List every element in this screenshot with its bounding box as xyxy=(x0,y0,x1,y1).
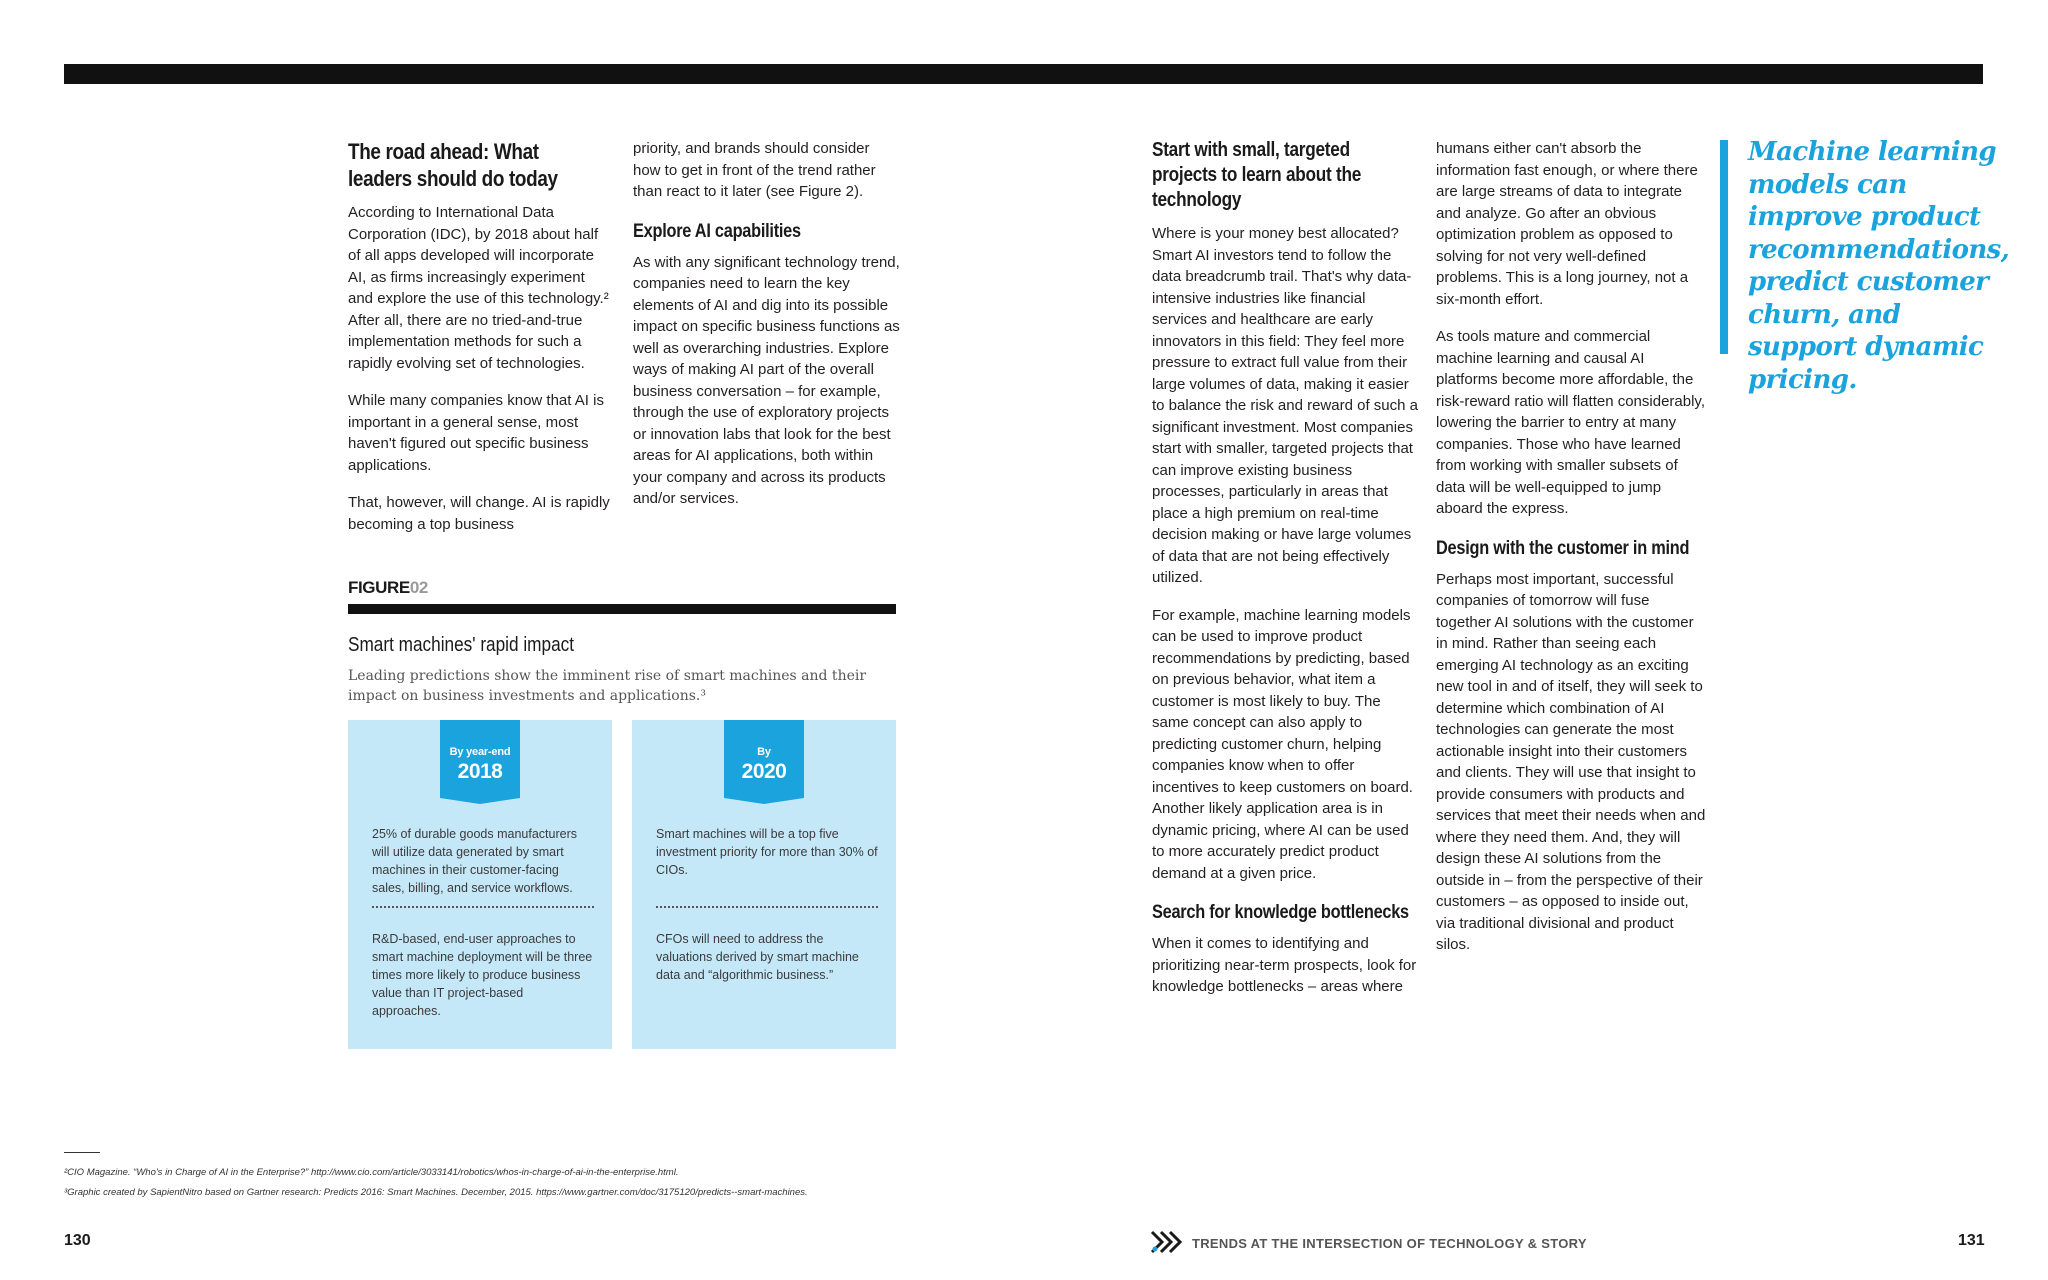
footnote: ³Graphic created by SapientNitro based on Gartner research: Predicts 2016: Smart Machines. December, 2015. https://www.gartner.com/doc/3175120/predicts--smart-machines. xyxy=(64,1187,808,1198)
section-heading-design-customer: Design with the customer in mind xyxy=(1436,537,1690,559)
tab-label: By xyxy=(757,746,771,758)
section-heading-knowledge-bottlenecks: Search for knowledge bottlenecks xyxy=(1152,902,1409,923)
dotted-divider xyxy=(372,906,594,909)
paragraph: humans either can't absorb the information fast enough, or where there are large streams of data to integrate and analyze. Go after an obvious optimization problem as opposed to solving for not very well-defined problems. This is a long journey, not a six-month effort. xyxy=(1436,140,1698,308)
top-rule xyxy=(64,64,1983,84)
column-4 xyxy=(1436,138,1706,972)
paragraph: Perhaps most important, successful companies of tomorrow will fuse together AI solutions with the customer in mind. Rather than seeing each emerging AI technology as an exciting new tool in and of itself, they will seek to determine which combination of AI technologies can generate the most actionable insight into their customers and clients. They will use that insight to provide consumers with products and services that meet their needs when and where they need them. And, they will design these AI solutions from the outside in – from the perspective of their customers – as opposed to inside out, via traditional divisional and product silos. xyxy=(1436,570,1706,953)
footnote-rule xyxy=(64,1152,100,1153)
figure-rule xyxy=(348,604,896,614)
figure-label: FIGURE02 xyxy=(348,578,428,597)
paragraph: Where is your money best allocated? Smart AI investors tend to follow the data breadcrumb trail. That's why data-intensive industries like financial services and healthcare are early innovators in this field: They feel more pressure to extract full value from their large volumes of data, making it easier to balance the risk and reward of such a significant investment. Most companies start with smaller, targeted projects that can improve existing business processes, particularly in areas that place a high premium on real-time decision making or have large volumes of data that are not being effectively utilized. xyxy=(1152,225,1418,586)
footnote: ²CIO Magazine. “Who's in Charge of AI in the Enterprise?” http://www.cio.com/article/3033141/robotics/whos-in-charge-of-ai-in-the-enterprise.html. xyxy=(64,1167,679,1178)
pull-quote xyxy=(1720,137,2010,395)
tab-year: 2020 xyxy=(741,760,787,783)
prediction-panel-2020 xyxy=(632,720,896,1049)
paragraph: For example, machine learning models can be used to improve product recommendations by predicting, based on previous behavior, what item a customer is most likely to buy. The same concept can also apply to predicting customer churn, helping companies know when to offer incentives to keep customers on board. Another likely application area is in dynamic pricing, where AI can be used to more accurately predict product demand at a given price. xyxy=(1152,606,1413,882)
dotted-divider xyxy=(656,906,878,909)
figure-title: Smart machines' rapid impact xyxy=(348,634,575,656)
paragraph: When it comes to identifying and prioritizing near-term prospects, look for knowledge bottlenecks – areas where xyxy=(1152,935,1417,995)
page-number-left: 130 xyxy=(64,1232,91,1249)
year-tab xyxy=(724,720,804,804)
column-1 xyxy=(348,138,610,551)
column-3 xyxy=(1152,138,1420,1014)
year-tab xyxy=(440,720,520,804)
figure-number: 02 xyxy=(409,578,428,597)
paragraph: priority, and brands should consider how to get in front of the trend rather than react to it later (see Figure 2). xyxy=(633,140,876,200)
tab-label: By year-end xyxy=(449,746,511,758)
tab-year: 2018 xyxy=(457,760,503,783)
prediction-text: 25% of durable goods manufacturers will utilize data generated by smart machines in their customer-facing sales, billing, and service workflows. xyxy=(372,827,577,895)
prediction-text: Smart machines will be a top five investment priority for more than 30% of CIOs. xyxy=(656,827,878,877)
running-title: TRENDS AT THE INTERSECTION OF TECHNOLOGY & STORY xyxy=(1192,1236,1587,1251)
figure-subtitle: Leading predictions show the imminent rise of smart machines and their impact on business investments and applications.³ xyxy=(348,668,867,704)
paragraph: As tools mature and commercial machine learning and causal AI platforms become more affordable, the risk-reward ratio will flatten considerably, lowering the barrier to entry at many companies. Those who have learned from working with smaller subsets of data will be well-equipped to jump aboard the express. xyxy=(1436,328,1705,517)
paragraph: While many companies know that AI is important in a general sense, most haven't figured out specific business applications. xyxy=(348,392,604,474)
paragraph: That, however, will change. AI is rapidly becoming a top business xyxy=(348,494,610,533)
pull-quote-text: Machine learning models can improve product recommendations, predict customer churn, and support dynamic pricing. xyxy=(1748,137,2010,395)
section-heading-start-small: Start with small, targeted projects to learn about the technology xyxy=(1152,139,1362,211)
prediction-panel-2018 xyxy=(348,720,612,1049)
section-heading-road-ahead: The road ahead: What leaders should do today xyxy=(348,139,558,191)
section-heading-explore-ai: Explore AI capabilities xyxy=(633,220,801,242)
prediction-text: CFOs will need to address the valuations derived by smart machine data and “algorithmic business.” xyxy=(656,932,859,982)
column-2 xyxy=(633,138,901,526)
double-chevron-icon xyxy=(1150,1230,1184,1254)
pull-quote-bar xyxy=(1720,140,1728,354)
prediction-text: R&D-based, end-user approaches to smart machine deployment will be three times more likely to produce business value than IT project-based approaches. xyxy=(372,932,593,1018)
paragraph: As with any significant technology trend, companies need to learn the key elements of AI and dig into its possible impact on specific business functions as well as overarching industries. Explore ways of making AI part of the overall business conversation – for example, through the use of exploratory projects or innovation labs that look for the best areas for AI applications, both within your company and across its products and/or services. xyxy=(633,253,900,507)
paragraph: According to International Data Corporation (IDC), by 2018 about half of all apps developed will incorporate AI, as firms increasingly experiment and explore the use of this technology.² After all, there are no tried-and-true implementation methods for such a rapidly evolving set of technologies. xyxy=(348,204,609,372)
page-number-right: 131 xyxy=(1958,1232,1985,1249)
